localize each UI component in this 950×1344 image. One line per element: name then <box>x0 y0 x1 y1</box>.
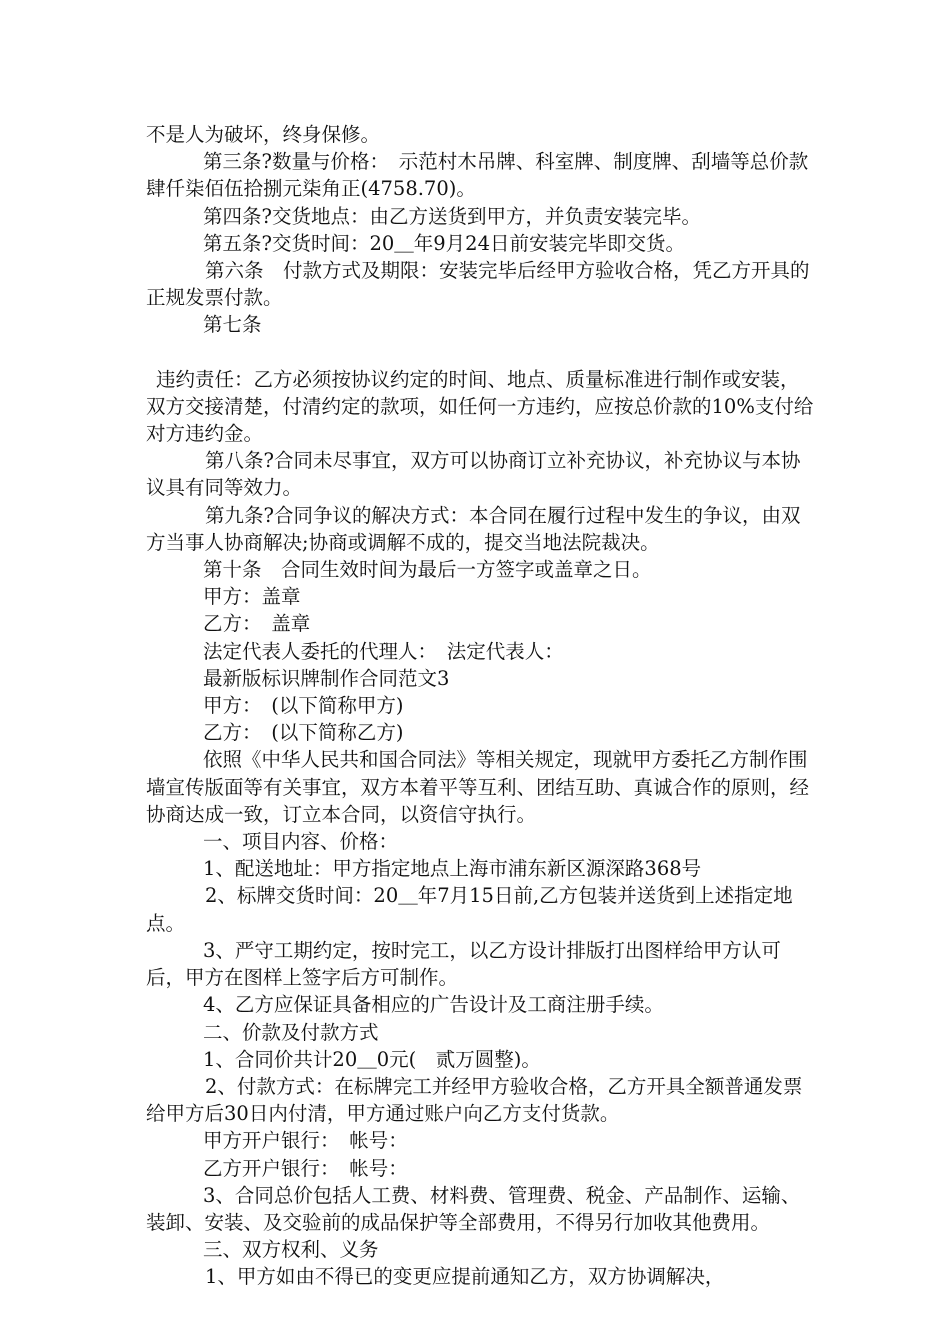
section-3-heading: 三、双方权利、义务 <box>203 1238 379 1262</box>
blank-line <box>146 339 816 366</box>
section-1-item-2: 2、标牌交货时间：20＿年7月15日前,乙方包装并送货到上述指定地点。 <box>146 884 793 935</box>
section-1-item-3: 3、严守工期约定，按时完工，以乙方设计排版打出图样给甲方认可后，甲方在图样上签字后方可制作。 <box>146 938 781 990</box>
party-a-bank-account: 甲方开户银行： 帐号： <box>203 1129 408 1153</box>
section-3-item-1: 1、甲方如由不得已的变更应提前通知乙方，双方协调解决， <box>205 1265 725 1289</box>
section-2-item-3: 3、合同总价包括人工费、材料费、管理费、税金、产品制作、运输、装卸、安装、及交验前的成品保护等全部费用，不得另行加收其他费用。 <box>146 1183 801 1234</box>
article-7-breach-liability: 违约责任：乙方必须按协议约定的时间、地点、质量标准进行制作或安装，双方交接清楚，付清约定的款项，如任何一方违约，应按总价款的10%支付给对方违约金。 <box>146 367 814 446</box>
article-9-dispute-resolution: 第九条?合同争议的解决方式：本合同在履行过程中发生的争议，由双方当事人协商解决;协商或调解不成的，提交当地法院裁决。 <box>146 503 801 554</box>
party-b-seal: 乙方： 盖章 <box>203 612 311 636</box>
article-3-quantity-price: 第三条?数量与价格： 示范村木吊牌、科室牌、制度牌、刮墙等总价款肆仟柒佰伍拾捌元柒角正(4758.70)。 <box>146 150 809 201</box>
section-1-item-4: 4、乙方应保证具备相应的广告设计及工商注册手续。 <box>203 993 664 1017</box>
article-4-delivery-location: 第四条?交货地点：由乙方送货到甲方，并负责安装完毕。 <box>203 204 701 228</box>
legal-representative-line: 法定代表人委托的代理人： 法定代表人： <box>203 639 564 663</box>
document-body <box>146 121 816 1291</box>
paragraph-warranty-end: 不是人为破坏，终身保修。 <box>146 123 381 146</box>
section-1-heading: 一、项目内容、价格： <box>203 830 399 854</box>
article-5-delivery-time: 第五条?交货时间：20＿年9月24日前安装完毕即交货。 <box>203 231 685 255</box>
section-2-item-2: 2、付款方式：在标牌完工并经甲方验收合格，乙方开具全额普通发票给甲方后30日内付清，甲方通过账户向乙方支付货款。 <box>146 1074 803 1126</box>
party-a-line: 甲方： (以下简称甲方) <box>203 694 404 718</box>
section-2-item-1: 1、合同价共计20＿0元( 贰万圆整)。 <box>203 1047 541 1071</box>
party-b-bank-account: 乙方开户银行： 帐号： <box>203 1156 408 1180</box>
article-10-effective-date: 第十条 合同生效时间为最后一方签字或盖章之日。 <box>203 558 652 582</box>
article-6-payment-terms: 第六条 付款方式及期限：安装完毕后经甲方验收合格，凭乙方开具的正规发票付款。 <box>146 259 810 310</box>
section-1-item-1: 1、配送地址：甲方指定地点上海市浦东新区源深路368号 <box>203 857 702 881</box>
preamble: 依照《中华人民共和国合同法》等相关规定，现就甲方委托乙方制作围墙宣传版面等有关事宜，双方本着平等互利、团结互助、真诚合作的原则，经协商达成一致，订立本合同，以资信守执行。 <box>146 748 810 826</box>
article-7-heading: 第七条 <box>203 313 262 337</box>
article-8-supplementary: 第八条?合同未尽事宜，双方可以协商订立补充协议，补充协议与本协议具有同等效力。 <box>146 449 801 500</box>
section-title-template-3: 最新版标识牌制作合同范文3 <box>203 666 450 690</box>
party-a-seal: 甲方：盖章 <box>203 585 301 609</box>
party-b-line: 乙方： (以下简称乙方) <box>203 721 404 745</box>
section-2-heading: 二、价款及付款方式 <box>203 1020 379 1044</box>
